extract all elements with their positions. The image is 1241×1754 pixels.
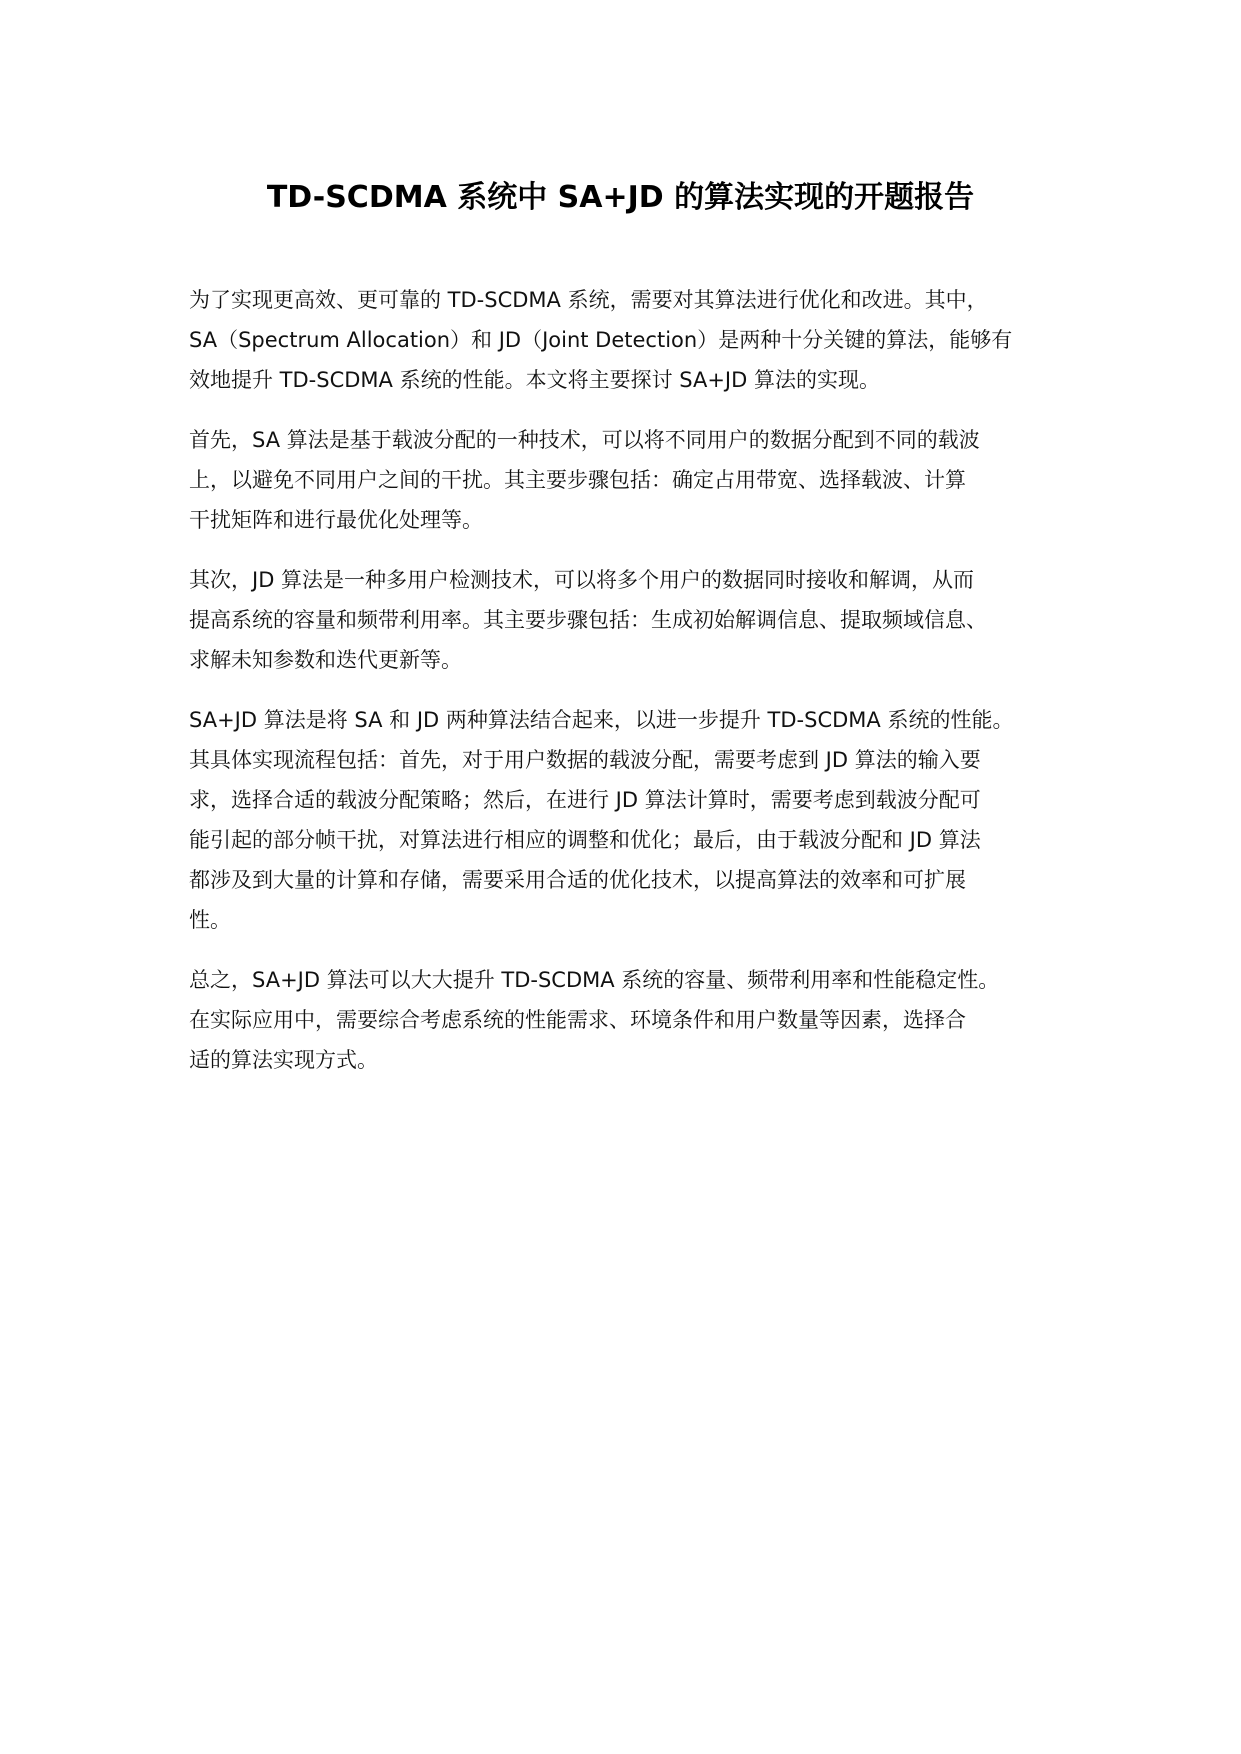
paragraph-line: 性。 — [189, 908, 231, 932]
paragraph-line: 其次，JD 算法是一种多用户检测技术，可以将多个用户的数据同时接收和解调，从而 — [189, 568, 975, 592]
paragraph-2 — [189, 420, 1079, 540]
paragraph-line: 其具体实现流程包括：首先，对于用户数据的载波分配，需要考虑到 JD 算法的输入要 — [189, 748, 981, 772]
paragraph-5 — [189, 960, 1079, 1080]
paragraph-line: SA+JD 算法是将 SA 和 JD 两种算法结合起来，以进一步提升 TD-SCDMA 系统的性能。 — [189, 708, 1014, 732]
paragraph-4 — [189, 700, 1079, 940]
paragraph-3 — [189, 560, 1079, 680]
paragraph-line: 上，以避免不同用户之间的干扰。其主要步骤包括：确定占用带宽、选择载波、计算 — [189, 468, 966, 492]
document-title: TD-SCDMA 系统中 SA+JD 的算法实现的开题报告 — [266, 180, 975, 215]
paragraph-line: 总之，SA+JD 算法可以大大提升 TD-SCDMA 系统的容量、频带利用率和性能稳定性。 — [189, 968, 1000, 992]
paragraph-line: 效地提升 TD-SCDMA 系统的性能。本文将主要探讨 SA+JD 算法的实现。 — [189, 368, 880, 392]
paragraph-line: 求解未知参数和迭代更新等。 — [189, 648, 462, 672]
paragraph-line: 在实际应用中，需要综合考虑系统的性能需求、环境条件和用户数量等因素，选择合 — [189, 1008, 966, 1032]
paragraph-line: 干扰矩阵和进行最优化处理等。 — [189, 508, 483, 532]
paragraph-line: SA（Spectrum Allocation）和 JD（Joint Detection）是两种十分关键的算法，能够有 — [189, 328, 1013, 352]
paragraph-line: 求，选择合适的载波分配策略；然后，在进行 JD 算法计算时，需要考虑到载波分配可 — [189, 788, 981, 812]
paragraph-line: 能引起的部分帧干扰，对算法进行相应的调整和优化；最后，由于载波分配和 JD 算法 — [189, 828, 981, 852]
paragraph-line: 首先，SA 算法是基于载波分配的一种技术，可以将不同用户的数据分配到不同的载波 — [189, 428, 980, 452]
paragraph-line: 适的算法实现方式。 — [189, 1048, 378, 1072]
document-body — [189, 280, 1079, 1100]
paragraph-line: 提高系统的容量和频带利用率。其主要步骤包括：生成初始解调信息、提取频域信息、 — [189, 608, 987, 632]
paragraph-line: 为了实现更高效、更可靠的 TD-SCDMA 系统，需要对其算法进行优化和改进。其中， — [189, 288, 988, 312]
paragraph-1 — [189, 280, 1079, 400]
paragraph-line: 都涉及到大量的计算和存储，需要采用合适的优化技术，以提高算法的效率和可扩展 — [189, 868, 966, 892]
